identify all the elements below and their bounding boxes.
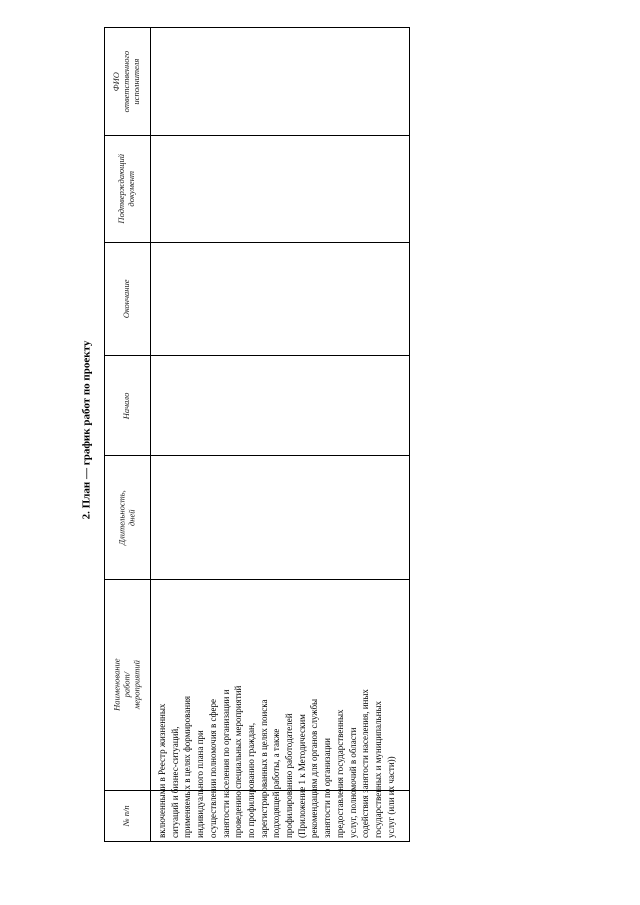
description-line: занятости населения по организации и bbox=[220, 689, 231, 838]
description-line: предоставления государственных bbox=[334, 709, 345, 838]
description-line: зарегистрированных в целях поиска bbox=[258, 699, 269, 838]
description-line: применяемых в целях формирования bbox=[182, 695, 193, 838]
header-number-label: № п/п bbox=[121, 805, 132, 827]
description-line: по профилированию граждан, bbox=[245, 722, 256, 838]
header-start bbox=[104, 356, 150, 455]
header-work-name-label: Наименование работ/мероприятий bbox=[111, 658, 141, 712]
header-work-name bbox=[104, 580, 150, 790]
header-number bbox=[104, 791, 150, 841]
description-line: включенными в Реестр жизненных bbox=[157, 703, 167, 838]
description-line: осуществлении полномочия в сфере bbox=[207, 699, 218, 838]
description-line: подходящей работы, а также bbox=[271, 728, 282, 838]
work-description-cell bbox=[152, 580, 410, 842]
description-line: рекомендациям для органов службы bbox=[309, 698, 320, 838]
description-line: ситуаций и бизнес-ситуаций, bbox=[169, 726, 180, 838]
header-responsible-label: ФИО ответственного исполнителя bbox=[111, 50, 141, 113]
description-line: услуг (или их части)) bbox=[385, 756, 396, 838]
header-divider bbox=[150, 27, 151, 842]
description-line: (Приложение 1 к Методическим bbox=[296, 714, 307, 838]
description-line: занятости по организации bbox=[322, 738, 333, 838]
description-line: содействия занятости населения, иных bbox=[360, 689, 371, 838]
header-end-label: Окончание bbox=[121, 279, 132, 319]
description-line: проведению специальных мероприятий bbox=[233, 685, 244, 838]
header-document-label: Подтверждающий документ bbox=[116, 154, 136, 224]
header-responsible bbox=[104, 28, 150, 135]
header-duration-label: Длительность, дней bbox=[116, 489, 137, 546]
header-document bbox=[104, 136, 150, 242]
header-duration bbox=[104, 456, 150, 579]
description-line: профилированию работодателей bbox=[284, 713, 295, 838]
header-start-label: Начало bbox=[121, 392, 132, 419]
work-description bbox=[152, 580, 410, 842]
description-line: услуг, полномочий в области bbox=[347, 727, 358, 838]
description-line: государственных и муниципальных bbox=[372, 701, 383, 838]
header-end bbox=[104, 243, 150, 355]
section-heading-text: 2. План — график работ по проекту bbox=[80, 340, 92, 520]
description-line: индивидуального плана при bbox=[195, 730, 206, 838]
